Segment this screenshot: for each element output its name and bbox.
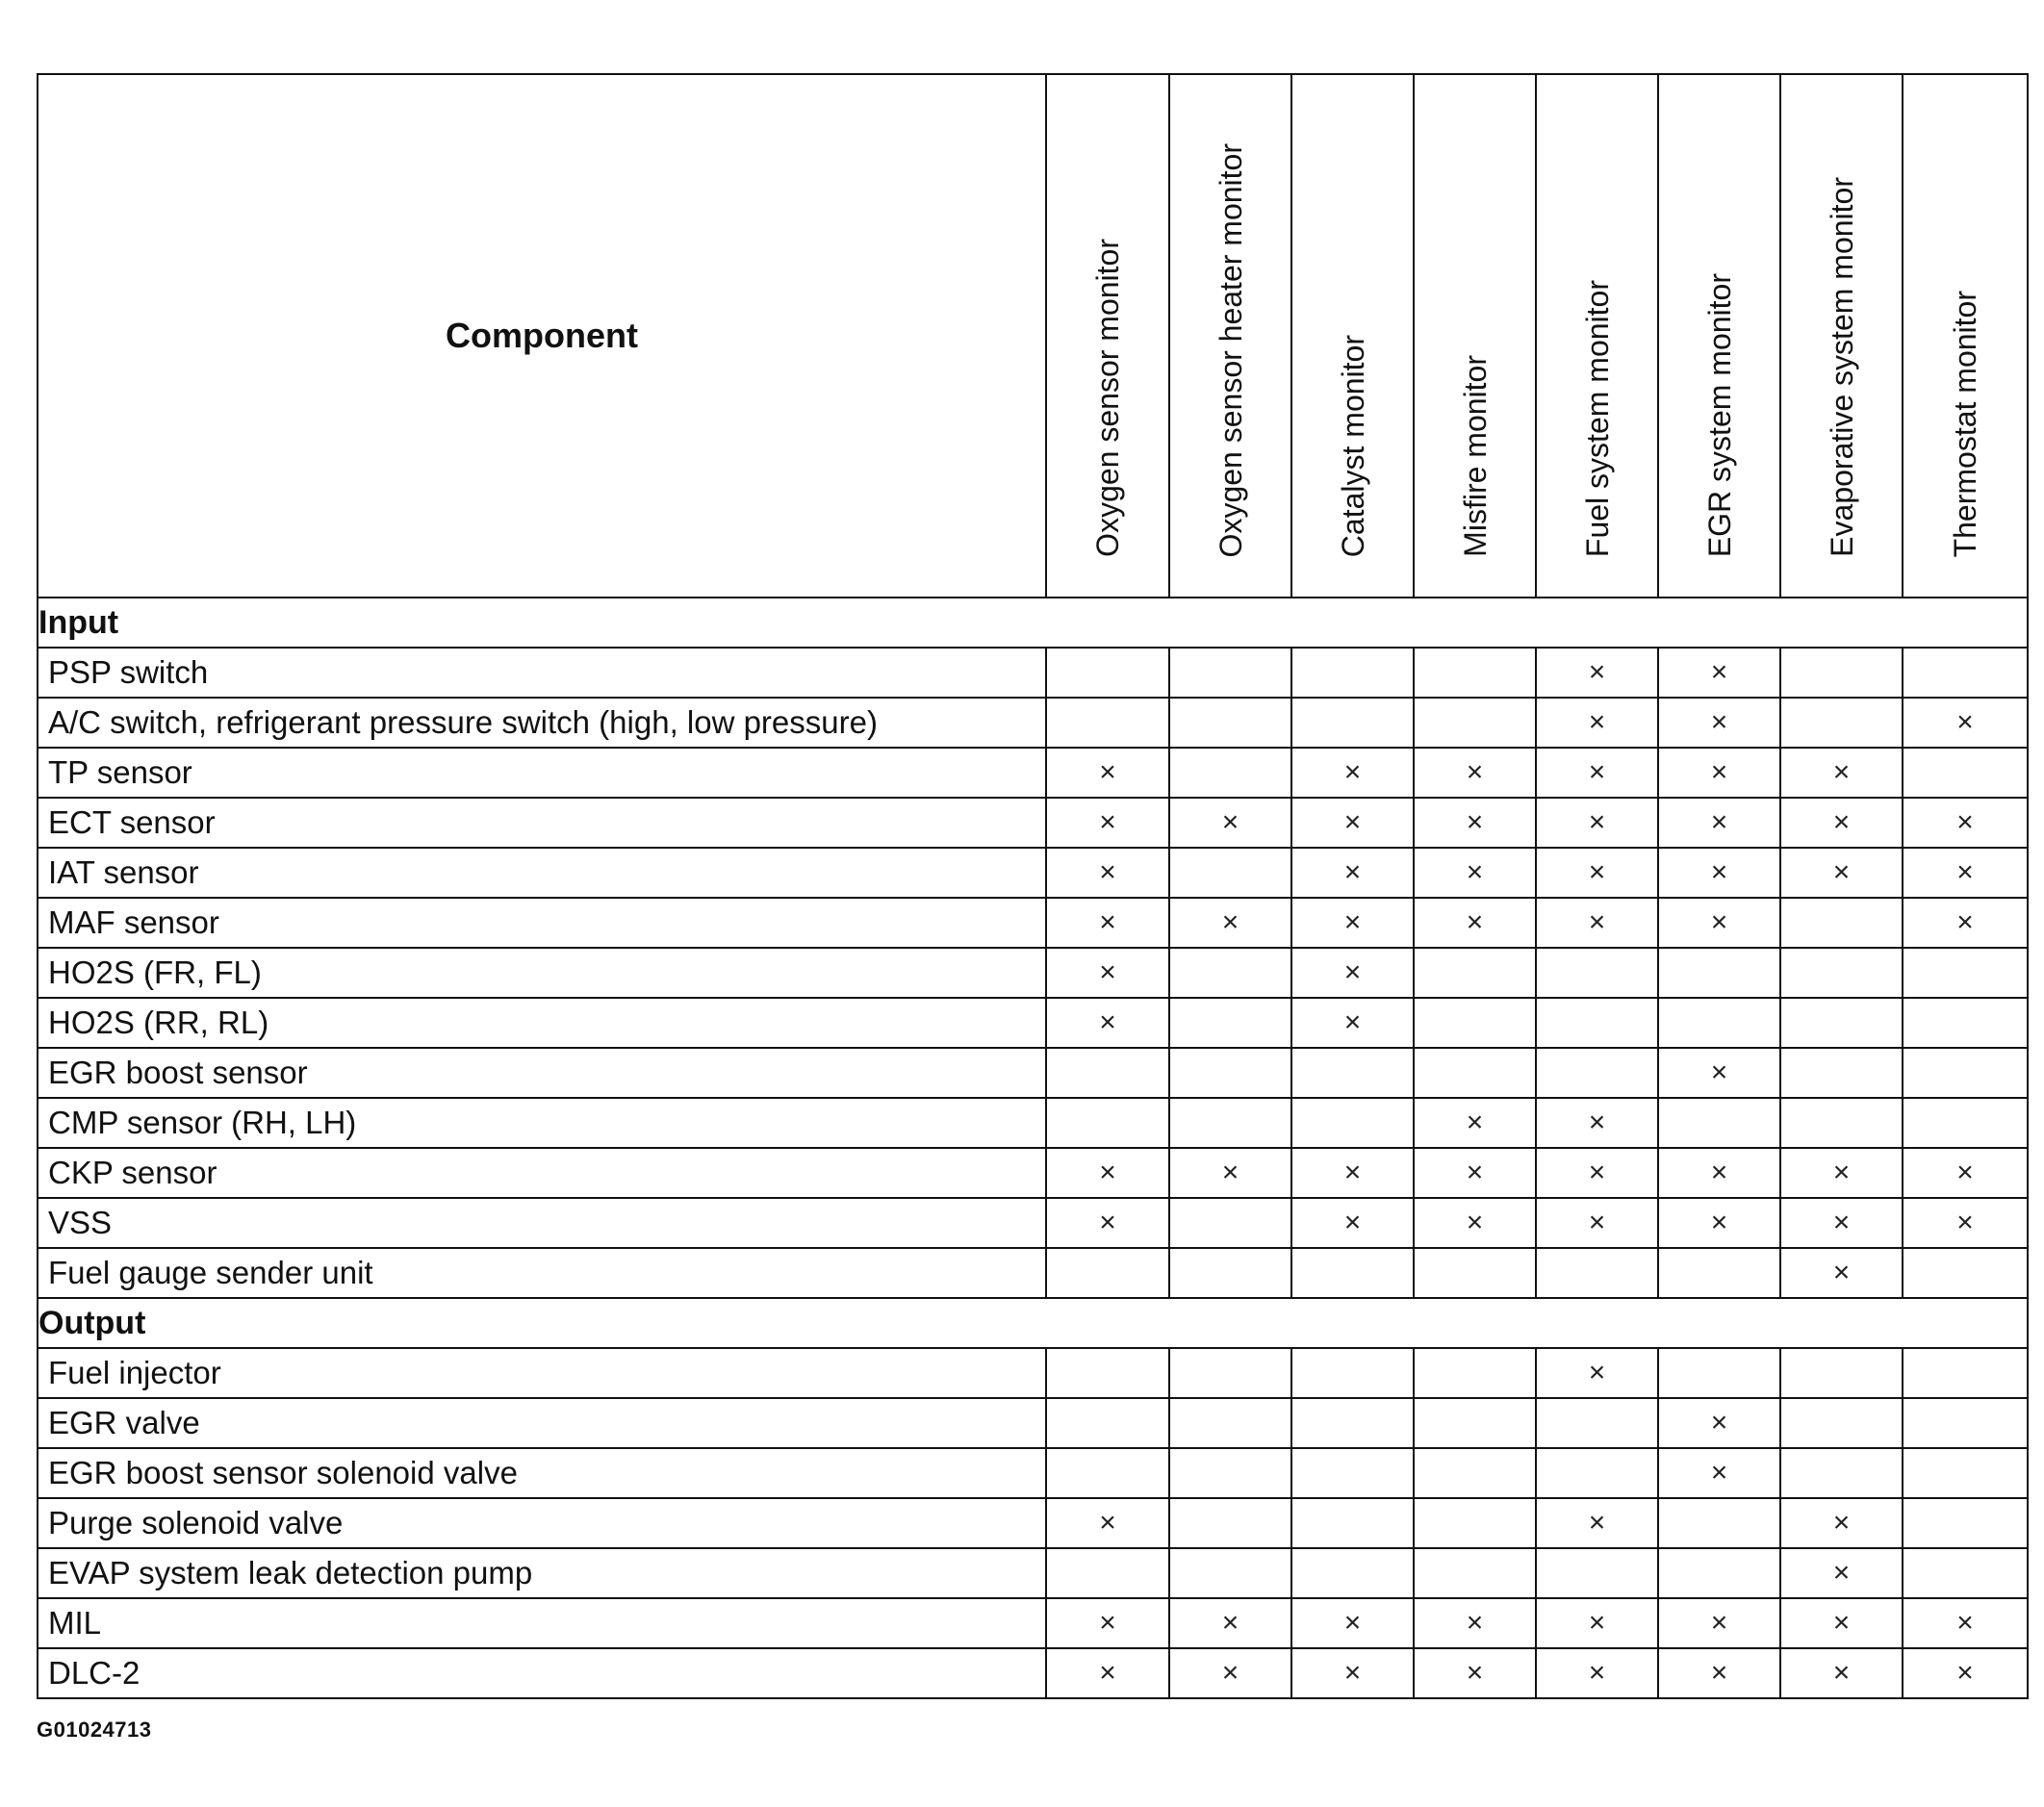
component-name: IAT sensor [38, 848, 1046, 898]
applicable-mark: × [1046, 748, 1169, 798]
empty-cell [1291, 648, 1414, 698]
table-row [38, 998, 2028, 1048]
applicable-mark: × [1169, 798, 1291, 848]
component-name: EGR valve [38, 1398, 1046, 1448]
monitor-header-label: Misfire monitor [1457, 355, 1493, 557]
table-row [38, 1198, 2028, 1248]
table-body [38, 598, 2028, 1698]
applicable-mark: × [1046, 1198, 1169, 1248]
table-row [38, 1248, 2028, 1298]
applicable-mark: × [1658, 1598, 1780, 1648]
applicable-mark: × [1780, 1498, 1903, 1548]
component-name: MAF sensor [38, 898, 1046, 948]
applicable-mark: × [1658, 648, 1780, 698]
empty-cell [1658, 1548, 1780, 1598]
empty-cell [1780, 948, 1903, 998]
applicable-mark: × [1536, 1148, 1658, 1198]
monitor-header [1169, 74, 1291, 598]
component-name: CMP sensor (RH, LH) [38, 1098, 1046, 1148]
applicable-mark: × [1414, 1098, 1536, 1148]
monitor-header [1046, 74, 1169, 598]
empty-cell [1658, 1348, 1780, 1398]
applicable-mark: × [1536, 798, 1658, 848]
empty-cell [1291, 1048, 1414, 1098]
empty-cell [1169, 1448, 1291, 1498]
empty-cell [1291, 1098, 1414, 1148]
component-name: Fuel injector [38, 1348, 1046, 1398]
empty-cell [1780, 698, 1903, 748]
empty-cell [1291, 1348, 1414, 1398]
applicable-mark: × [1046, 798, 1169, 848]
empty-cell [1658, 1098, 1780, 1148]
empty-cell [1536, 1448, 1658, 1498]
applicable-mark: × [1780, 1548, 1903, 1598]
monitor-header-label: Oxygen sensor monitor [1090, 239, 1125, 557]
monitor-component-table [37, 73, 2029, 1699]
applicable-mark: × [1046, 948, 1169, 998]
applicable-mark: × [1780, 748, 1903, 798]
applicable-mark: × [1046, 998, 1169, 1048]
table-row [38, 1498, 2028, 1548]
component-name: EGR boost sensor solenoid valve [38, 1448, 1046, 1498]
table-row [38, 898, 2028, 948]
applicable-mark: × [1414, 748, 1536, 798]
empty-cell [1169, 1198, 1291, 1248]
empty-cell [1903, 648, 2028, 698]
applicable-mark: × [1780, 1248, 1903, 1298]
empty-cell [1658, 948, 1780, 998]
empty-cell [1169, 848, 1291, 898]
empty-cell [1780, 1448, 1903, 1498]
monitor-header [1658, 74, 1780, 598]
empty-cell [1169, 948, 1291, 998]
monitor-header-label: Thermostat monitor [1948, 290, 1982, 557]
empty-cell [1414, 998, 1536, 1048]
empty-cell [1414, 648, 1536, 698]
table-row [38, 948, 2028, 998]
empty-cell [1291, 698, 1414, 748]
monitor-header [1903, 74, 2028, 598]
applicable-mark: × [1658, 1448, 1780, 1498]
applicable-mark: × [1903, 798, 2028, 848]
figure-id: G01024713 [37, 1718, 152, 1742]
empty-cell [1536, 1048, 1658, 1098]
empty-cell [1169, 1348, 1291, 1398]
monitor-header [1536, 74, 1658, 598]
empty-cell [1169, 998, 1291, 1048]
empty-cell [1903, 1248, 2028, 1298]
applicable-mark: × [1046, 848, 1169, 898]
applicable-mark: × [1291, 948, 1414, 998]
table-row [38, 1048, 2028, 1098]
monitor-header-label: Evaporative system monitor [1824, 177, 1859, 557]
applicable-mark: × [1536, 1098, 1658, 1148]
monitor-header-label: Oxygen sensor heater monitor [1213, 142, 1248, 557]
empty-cell [1414, 948, 1536, 998]
applicable-mark: × [1903, 1648, 2028, 1698]
empty-cell [1536, 1248, 1658, 1298]
empty-cell [1414, 1348, 1536, 1398]
applicable-mark: × [1780, 1148, 1903, 1198]
empty-cell [1046, 698, 1169, 748]
component-name: PSP switch [38, 648, 1046, 698]
empty-cell [1169, 648, 1291, 698]
empty-cell [1291, 1398, 1414, 1448]
applicable-mark: × [1169, 898, 1291, 948]
table-row [38, 1548, 2028, 1598]
applicable-mark: × [1414, 1598, 1536, 1648]
applicable-mark: × [1046, 898, 1169, 948]
empty-cell [1780, 1098, 1903, 1148]
applicable-mark: × [1658, 1198, 1780, 1248]
applicable-mark: × [1536, 1348, 1658, 1398]
empty-cell [1046, 1398, 1169, 1448]
empty-cell [1169, 1048, 1291, 1098]
table-row [38, 748, 2028, 798]
empty-cell [1780, 1048, 1903, 1098]
table-row [38, 798, 2028, 848]
empty-cell [1414, 1498, 1536, 1548]
component-name: CKP sensor [38, 1148, 1046, 1198]
applicable-mark: × [1536, 1198, 1658, 1248]
component-name: VSS [38, 1198, 1046, 1248]
component-name: ECT sensor [38, 798, 1046, 848]
empty-cell [1903, 998, 2028, 1048]
applicable-mark: × [1291, 1598, 1414, 1648]
empty-cell [1780, 648, 1903, 698]
applicable-mark: × [1658, 698, 1780, 748]
applicable-mark: × [1903, 898, 2028, 948]
empty-cell [1903, 1398, 2028, 1448]
applicable-mark: × [1046, 1598, 1169, 1648]
empty-cell [1414, 698, 1536, 748]
component-name: A/C switch, refrigerant pressure switch (high, low pressure) [38, 698, 1046, 748]
applicable-mark: × [1291, 1648, 1414, 1698]
empty-cell [1414, 1548, 1536, 1598]
empty-cell [1046, 1248, 1169, 1298]
empty-cell [1291, 1548, 1414, 1598]
empty-cell [1903, 948, 2028, 998]
empty-cell [1536, 1398, 1658, 1448]
applicable-mark: × [1536, 1498, 1658, 1548]
component-name: Purge solenoid valve [38, 1498, 1046, 1548]
empty-cell [1169, 1098, 1291, 1148]
applicable-mark: × [1536, 1648, 1658, 1698]
empty-cell [1046, 648, 1169, 698]
applicable-mark: × [1903, 848, 2028, 898]
applicable-mark: × [1903, 1198, 2028, 1248]
empty-cell [1903, 1098, 2028, 1148]
applicable-mark: × [1046, 1498, 1169, 1548]
applicable-mark: × [1536, 898, 1658, 948]
empty-cell [1903, 748, 2028, 798]
applicable-mark: × [1414, 848, 1536, 898]
applicable-mark: × [1658, 1148, 1780, 1198]
table-row [38, 848, 2028, 898]
applicable-mark: × [1780, 1648, 1903, 1698]
table-row [38, 1398, 2028, 1448]
applicable-mark: × [1169, 1648, 1291, 1698]
header-row [38, 74, 2028, 598]
table-row [38, 1098, 2028, 1148]
monitor-header-label: Fuel system monitor [1579, 279, 1615, 557]
table-row [38, 648, 2028, 698]
empty-cell [1780, 898, 1903, 948]
applicable-mark: × [1291, 998, 1414, 1048]
section-row [38, 598, 2028, 648]
applicable-mark: × [1658, 1048, 1780, 1098]
empty-cell [1658, 1498, 1780, 1548]
table-row [38, 1598, 2028, 1648]
applicable-mark: × [1536, 698, 1658, 748]
empty-cell [1046, 1348, 1169, 1398]
monitor-header [1414, 74, 1536, 598]
applicable-mark: × [1414, 1198, 1536, 1248]
empty-cell [1291, 1448, 1414, 1498]
applicable-mark: × [1414, 798, 1536, 848]
empty-cell [1903, 1448, 2028, 1498]
applicable-mark: × [1658, 848, 1780, 898]
monitor-header [1291, 74, 1414, 598]
component-name: HO2S (FR, FL) [38, 948, 1046, 998]
section-title: Input [38, 598, 2028, 648]
applicable-mark: × [1536, 748, 1658, 798]
empty-cell [1169, 1498, 1291, 1548]
empty-cell [1169, 1248, 1291, 1298]
table-row [38, 698, 2028, 748]
empty-cell [1780, 998, 1903, 1048]
applicable-mark: × [1169, 1148, 1291, 1198]
section-row [38, 1298, 2028, 1348]
empty-cell [1903, 1348, 2028, 1398]
applicable-mark: × [1291, 798, 1414, 848]
applicable-mark: × [1780, 1598, 1903, 1648]
applicable-mark: × [1046, 1648, 1169, 1698]
empty-cell [1658, 998, 1780, 1048]
applicable-mark: × [1291, 1148, 1414, 1198]
applicable-mark: × [1780, 798, 1903, 848]
section-title: Output [38, 1298, 2028, 1348]
component-name: TP sensor [38, 748, 1046, 798]
empty-cell [1903, 1548, 2028, 1598]
applicable-mark: × [1658, 1648, 1780, 1698]
applicable-mark: × [1291, 898, 1414, 948]
applicable-mark: × [1780, 1198, 1903, 1248]
monitor-header [1780, 74, 1903, 598]
empty-cell [1536, 1548, 1658, 1598]
empty-cell [1046, 1048, 1169, 1098]
applicable-mark: × [1658, 748, 1780, 798]
applicable-mark: × [1536, 848, 1658, 898]
empty-cell [1291, 1498, 1414, 1548]
applicable-mark: × [1046, 1148, 1169, 1198]
monitor-header-label: EGR system monitor [1701, 272, 1737, 557]
empty-cell [1536, 948, 1658, 998]
empty-cell [1903, 1498, 2028, 1548]
applicable-mark: × [1780, 848, 1903, 898]
empty-cell [1046, 1548, 1169, 1598]
applicable-mark: × [1903, 698, 2028, 748]
empty-cell [1169, 698, 1291, 748]
applicable-mark: × [1536, 1598, 1658, 1648]
table-row [38, 1148, 2028, 1198]
empty-cell [1169, 1398, 1291, 1448]
empty-cell [1046, 1098, 1169, 1148]
monitor-header-label: Catalyst monitor [1335, 334, 1370, 557]
applicable-mark: × [1903, 1598, 2028, 1648]
component-name: HO2S (RR, RL) [38, 998, 1046, 1048]
empty-cell [1903, 1048, 2028, 1098]
empty-cell [1169, 748, 1291, 798]
empty-cell [1291, 1248, 1414, 1298]
applicable-mark: × [1169, 1598, 1291, 1648]
table-row [38, 1648, 2028, 1698]
applicable-mark: × [1414, 1648, 1536, 1698]
applicable-mark: × [1903, 1148, 2028, 1198]
applicable-mark: × [1291, 748, 1414, 798]
empty-cell [1780, 1348, 1903, 1398]
table-row [38, 1448, 2028, 1498]
empty-cell [1414, 1398, 1536, 1448]
component-name: EGR boost sensor [38, 1048, 1046, 1098]
component-name: EVAP system leak detection pump [38, 1548, 1046, 1598]
component-header: Component [38, 74, 1046, 598]
empty-cell [1414, 1048, 1536, 1098]
applicable-mark: × [1658, 898, 1780, 948]
applicable-mark: × [1291, 1198, 1414, 1248]
table-row [38, 1348, 2028, 1398]
applicable-mark: × [1414, 898, 1536, 948]
component-name: Fuel gauge sender unit [38, 1248, 1046, 1298]
empty-cell [1414, 1448, 1536, 1498]
applicable-mark: × [1536, 648, 1658, 698]
applicable-mark: × [1414, 1148, 1536, 1198]
component-name: DLC-2 [38, 1648, 1046, 1698]
empty-cell [1414, 1248, 1536, 1298]
component-name: MIL [38, 1598, 1046, 1648]
applicable-mark: × [1658, 798, 1780, 848]
empty-cell [1046, 1448, 1169, 1498]
empty-cell [1536, 998, 1658, 1048]
applicable-mark: × [1291, 848, 1414, 898]
empty-cell [1169, 1548, 1291, 1598]
empty-cell [1658, 1248, 1780, 1298]
empty-cell [1780, 1398, 1903, 1448]
applicable-mark: × [1658, 1398, 1780, 1448]
